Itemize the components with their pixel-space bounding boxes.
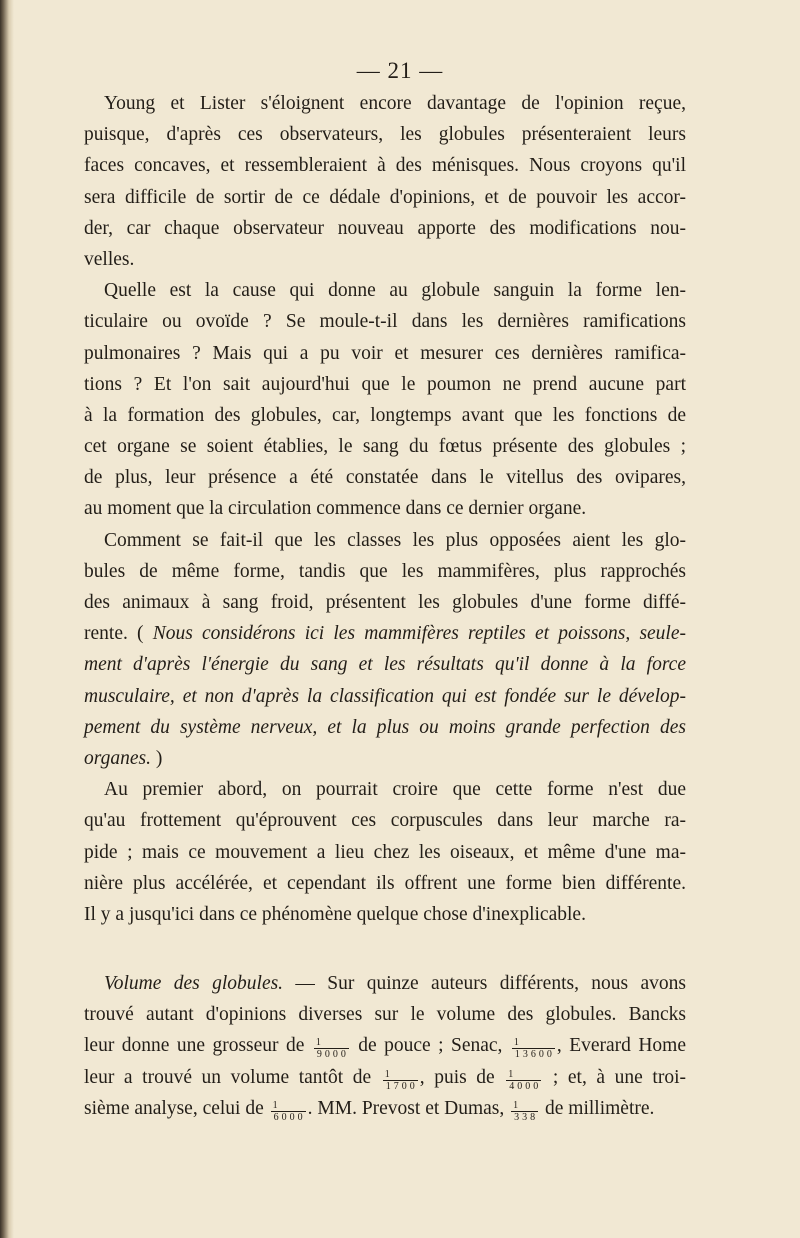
text-run: sième analyse, celui de xyxy=(84,1097,269,1119)
paragraph-cause-forme xyxy=(84,275,686,525)
text-line: ticulaire ou ovoïde ? Se moule-t-il dans les dernières ramifications xyxy=(84,311,686,333)
text-line: trouvé autant d'opinions diverses sur le volume des globules. Bancks xyxy=(84,1004,686,1026)
italic-note: ment d'après l'énergie du sang et les résultats qu'il donne à la force xyxy=(84,654,686,676)
text-line: pulmonaires ? Mais qui a pu voir et mesurer ces dernières ramifica- xyxy=(84,342,686,364)
text-line: Il y a jusqu'ici dans ce phénomène quelque chose d'inexplicable. xyxy=(84,903,586,925)
text-line: tions ? Et l'on sait aujourd'hui que le poumon ne prend aucune part xyxy=(84,373,686,395)
text-run: leur a trouvé un volume tantôt de xyxy=(84,1066,381,1088)
fraction-denominator: 6000 xyxy=(273,1111,306,1123)
fraction-numerator: 1 xyxy=(506,1069,541,1081)
section-heading: Volume des globules. xyxy=(104,973,284,995)
section-gap xyxy=(84,930,686,968)
italic-note: Nous considérons ici les mammifères reptiles et poissons, seule- xyxy=(152,623,687,645)
text-run: — Sur quinze auteurs différents, nous avons xyxy=(283,973,686,995)
text-line xyxy=(84,1093,686,1124)
paragraph-young-lister xyxy=(84,88,686,275)
text-line: au moment que la circulation commence dans ce dernier organe. xyxy=(84,498,587,520)
text-run: rente. ( xyxy=(84,623,153,645)
text-line xyxy=(84,968,686,999)
fraction-prevost-dumas xyxy=(511,1100,538,1123)
text-run: de millimètre. xyxy=(540,1097,655,1119)
text-run: leur donne une grosseur de xyxy=(84,1035,312,1057)
text-line: der, car chaque observateur nouveau apporte des modifications nou- xyxy=(84,217,686,239)
fraction-bancks xyxy=(314,1037,349,1060)
text-line: Au premier abord, on pourrait croire que cette forme n'est due xyxy=(104,779,686,801)
fraction-denominator: 1700 xyxy=(385,1080,418,1092)
paragraph-premier-abord xyxy=(84,774,686,930)
text-line: nière plus accélérée, et cependant ils offrent une forme bien différente. xyxy=(84,872,686,894)
fraction-home-3 xyxy=(271,1100,306,1123)
fraction-numerator: 1 xyxy=(271,1100,306,1112)
text-line: velles. xyxy=(84,248,135,270)
paragraph-volume-globules xyxy=(84,968,686,1124)
text-line: Quelle est la cause qui donne au globule sanguin la forme len- xyxy=(104,280,686,302)
text-line: cet organe se soient établies, le sang du fœtus présente des globules ; xyxy=(84,436,686,458)
text-line: des animaux à sang froid, présentent les globules d'une forme diffé- xyxy=(84,592,686,613)
text-line xyxy=(84,743,686,774)
text-line xyxy=(84,1062,686,1093)
text-line: puisque, d'après ces observateurs, les globules présenteraient leurs xyxy=(84,124,686,146)
fraction-home-2 xyxy=(506,1069,541,1092)
page-body xyxy=(84,88,686,1124)
text-line: faces concaves, et ressembleraient à des ménisques. Nous croyons qu'il xyxy=(84,155,686,177)
text-line: qu'au frottement qu'éprouvent ces corpuscules dans leur marche ra- xyxy=(84,810,686,832)
text-line xyxy=(84,649,686,680)
text-line: bules de même forme, tandis que les mammifères, plus rapprochés xyxy=(84,560,686,582)
page-number: — 21 — xyxy=(356,58,444,83)
text-run: , Everard Home xyxy=(556,1035,686,1057)
fraction-denominator: 338 xyxy=(514,1111,539,1123)
paragraph-classes-opposees xyxy=(84,525,686,775)
fraction-senac xyxy=(512,1037,555,1060)
text-line: sera difficile de sortir de ce dédale d'opinions, et de pouvoir les accor- xyxy=(84,186,686,208)
text-run: de pouce ; Senac, xyxy=(350,1035,510,1057)
book-gutter-edge xyxy=(0,0,14,1238)
fraction-numerator: 1 xyxy=(383,1069,418,1081)
text-line: pide ; mais ce mouvement a lieu chez les oiseaux, et même d'une ma- xyxy=(84,841,686,863)
text-run: , puis de xyxy=(419,1066,505,1088)
text-line: à la formation des globules, car, longtemps avant que les fonctions de xyxy=(84,404,686,426)
fraction-numerator: 1 xyxy=(512,1037,555,1049)
text-run: . MM. Prevost et Dumas, xyxy=(307,1097,510,1119)
fraction-numerator: 1 xyxy=(511,1100,538,1112)
text-line xyxy=(84,712,686,743)
fraction-denominator: 9000 xyxy=(316,1049,349,1061)
fraction-numerator: 1 xyxy=(314,1037,349,1049)
italic-note: pement du système nerveux, et la plus ou moins grande perfection des xyxy=(84,716,686,738)
italic-note: organes. xyxy=(84,747,151,769)
text-run: ) xyxy=(150,747,163,769)
italic-note: musculaire, et non d'après la classification qui est fondée sur le dévelop- xyxy=(84,685,686,707)
text-line: de plus, leur présence a été constatée dans le vitellus des ovipares, xyxy=(84,467,686,489)
text-line: Young et Lister s'éloignent encore davantage de l'opinion reçue, xyxy=(104,93,686,114)
text-run: ; et, à une troi- xyxy=(543,1066,686,1088)
fraction-denominator: 13600 xyxy=(514,1049,555,1061)
text-line xyxy=(84,681,686,712)
text-line xyxy=(84,1030,686,1061)
fraction-denominator: 4000 xyxy=(509,1080,542,1092)
text-line: Comment se fait-il que les classes les plus opposées aient les glo- xyxy=(104,529,686,551)
fraction-home-1 xyxy=(383,1069,418,1092)
text-line xyxy=(84,618,686,649)
